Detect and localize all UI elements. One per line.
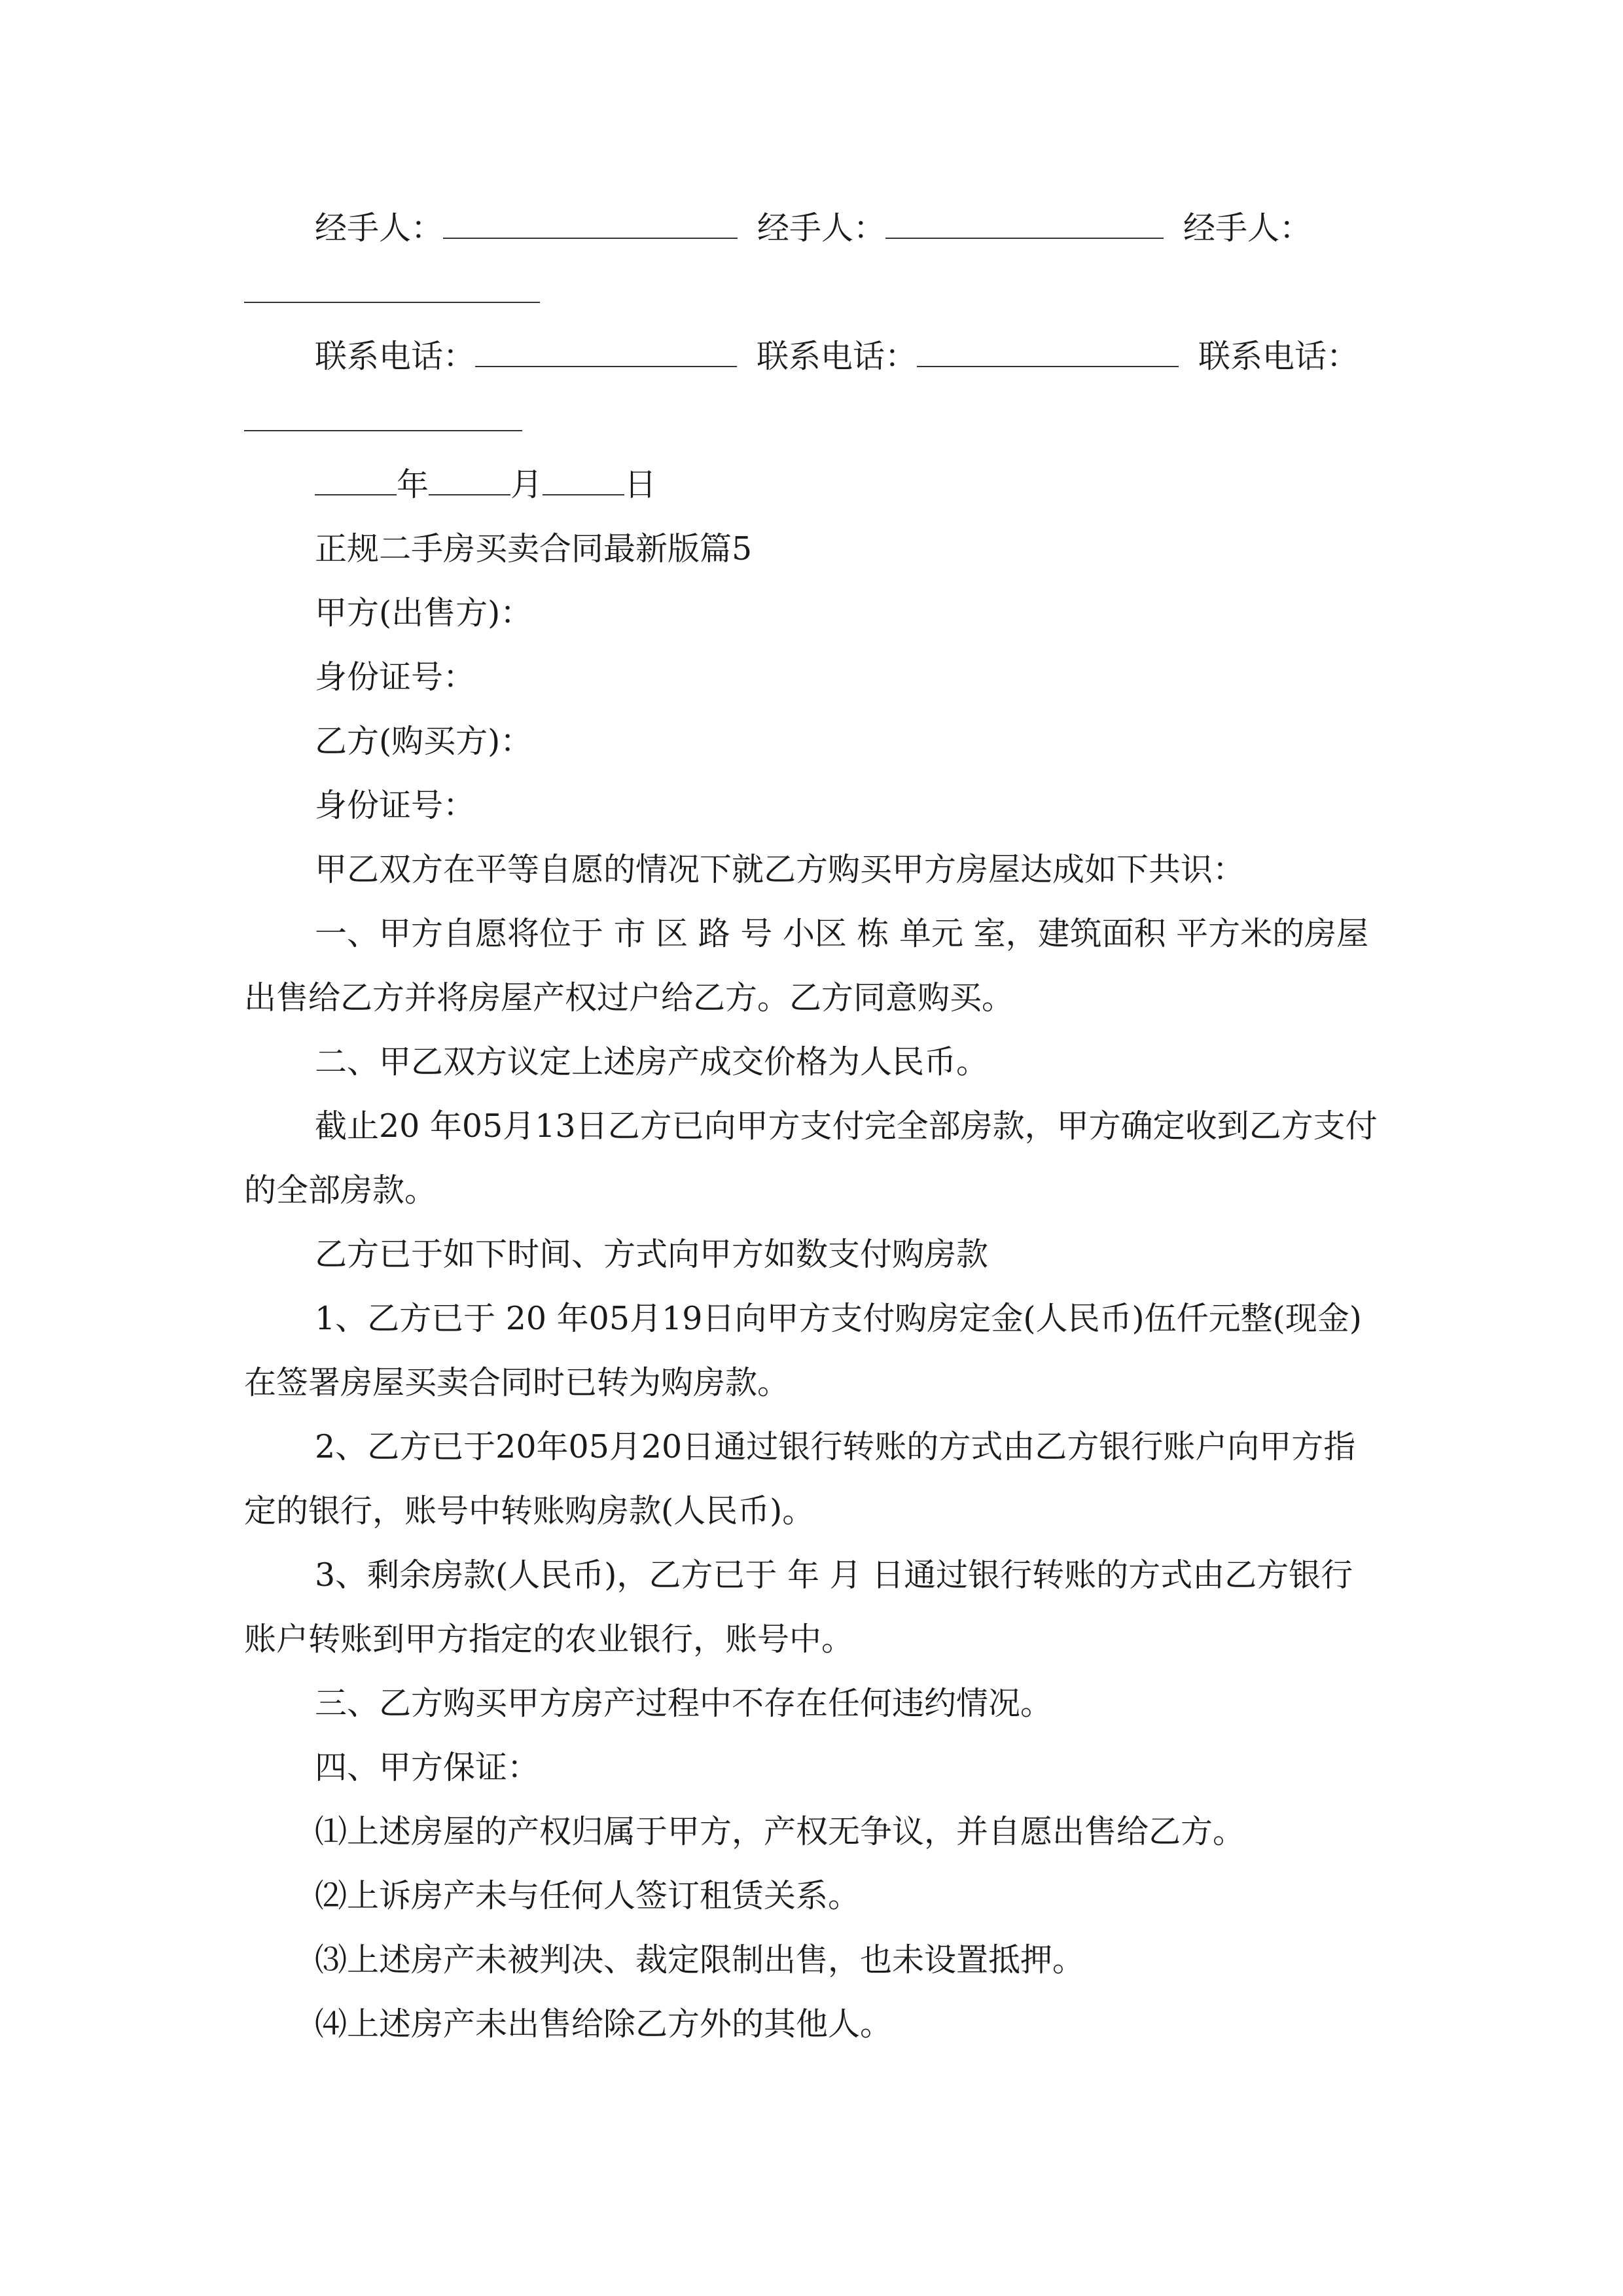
payment-item-1: 1、乙方已于 20 年05月19日向甲方支付购房定金(人民币)伍仟元整(现金)在签署房屋买卖合同时已转为购房款。	[244, 1300, 1362, 1401]
phone-blank-1	[475, 365, 737, 367]
guarantee-4: ⑷上述房产未出售给除乙方外的其他人。	[315, 2005, 893, 2043]
date-row	[244, 453, 1380, 517]
phone-row-continued	[244, 389, 1380, 453]
clause-4: 四、甲方保证：	[315, 1749, 540, 1786]
day-label: 日	[624, 466, 657, 503]
clause-2: 二、甲乙双方议定上述房产成交价格为人民币。	[315, 1043, 989, 1081]
handler-label-1: 经手人：	[315, 209, 444, 247]
phone-row	[244, 325, 1380, 389]
handler-label-3: 经手人：	[1183, 209, 1312, 247]
month-label: 月	[510, 466, 543, 503]
year-blank	[315, 493, 397, 495]
handler-row	[244, 196, 1380, 260]
clause-1: 一、甲方自愿将位于 市 区 路 号 小区 栋 单元 室，建筑面积 平方米的房屋出售给乙方并将房屋产权过户给乙方。乙方同意购买。	[244, 915, 1369, 1016]
handler-blank-1	[443, 237, 738, 239]
phone-label-2: 联系电话：	[757, 338, 918, 375]
buyer-id-line: 身份证号：	[315, 787, 476, 824]
guarantee-1: ⑴上述房屋的产权归属于甲方，产权无争议，并自愿出售给乙方。	[315, 1813, 1245, 1850]
handler-row-continued	[244, 260, 1380, 325]
handler-blank-2	[885, 237, 1164, 239]
seller-line: 甲方(出售方)：	[315, 594, 533, 632]
payment-item-2: 2、乙方已于20年05月20日通过银行转账的方式由乙方银行账户向甲方指定的银行，账号中转账购房款(人民币)。	[244, 1428, 1356, 1530]
handler-label-2: 经手人：	[757, 209, 886, 247]
month-blank	[429, 493, 510, 495]
clause-2-payment-complete: 截止20 年05月13日乙方已向甲方支付完全部房款，甲方确定收到乙方支付的全部房款。	[244, 1107, 1378, 1209]
payment-item-3: 3、剩余房款(人民币)，乙方已于 年 月 日通过银行转账的方式由乙方银行账户转账到甲方指定的农业银行，账号中。	[244, 1556, 1353, 1658]
day-blank	[543, 493, 624, 495]
clause-2-payment-method: 乙方已于如下时间、方式向甲方如数支付购房款	[315, 1236, 989, 1273]
clause-3: 三、乙方购买甲方房产过程中不存在任何违约情况。	[315, 1685, 1053, 1722]
phone-label-1: 联系电话：	[315, 338, 476, 375]
guarantee-2: ⑵上诉房产未与任何人签订租赁关系。	[315, 1877, 861, 1914]
buyer-line: 乙方(购买方)：	[315, 723, 533, 760]
section-title: 正规二手房买卖合同最新版篇5	[315, 530, 753, 567]
handler-blank-3	[244, 301, 540, 303]
intro-paragraph: 甲乙双方在平等自愿的情况下就乙方购买甲方房屋达成如下共识：	[315, 851, 1245, 888]
seller-id-line: 身份证号：	[315, 658, 476, 696]
guarantee-3: ⑶上述房产未被判决、裁定限制出售，也未设置抵押。	[315, 1941, 1085, 1979]
phone-blank-2	[917, 365, 1179, 367]
phone-label-3: 联系电话：	[1198, 338, 1359, 375]
year-label: 年	[397, 466, 429, 503]
document-body	[244, 196, 1380, 2056]
phone-blank-3	[244, 429, 522, 431]
